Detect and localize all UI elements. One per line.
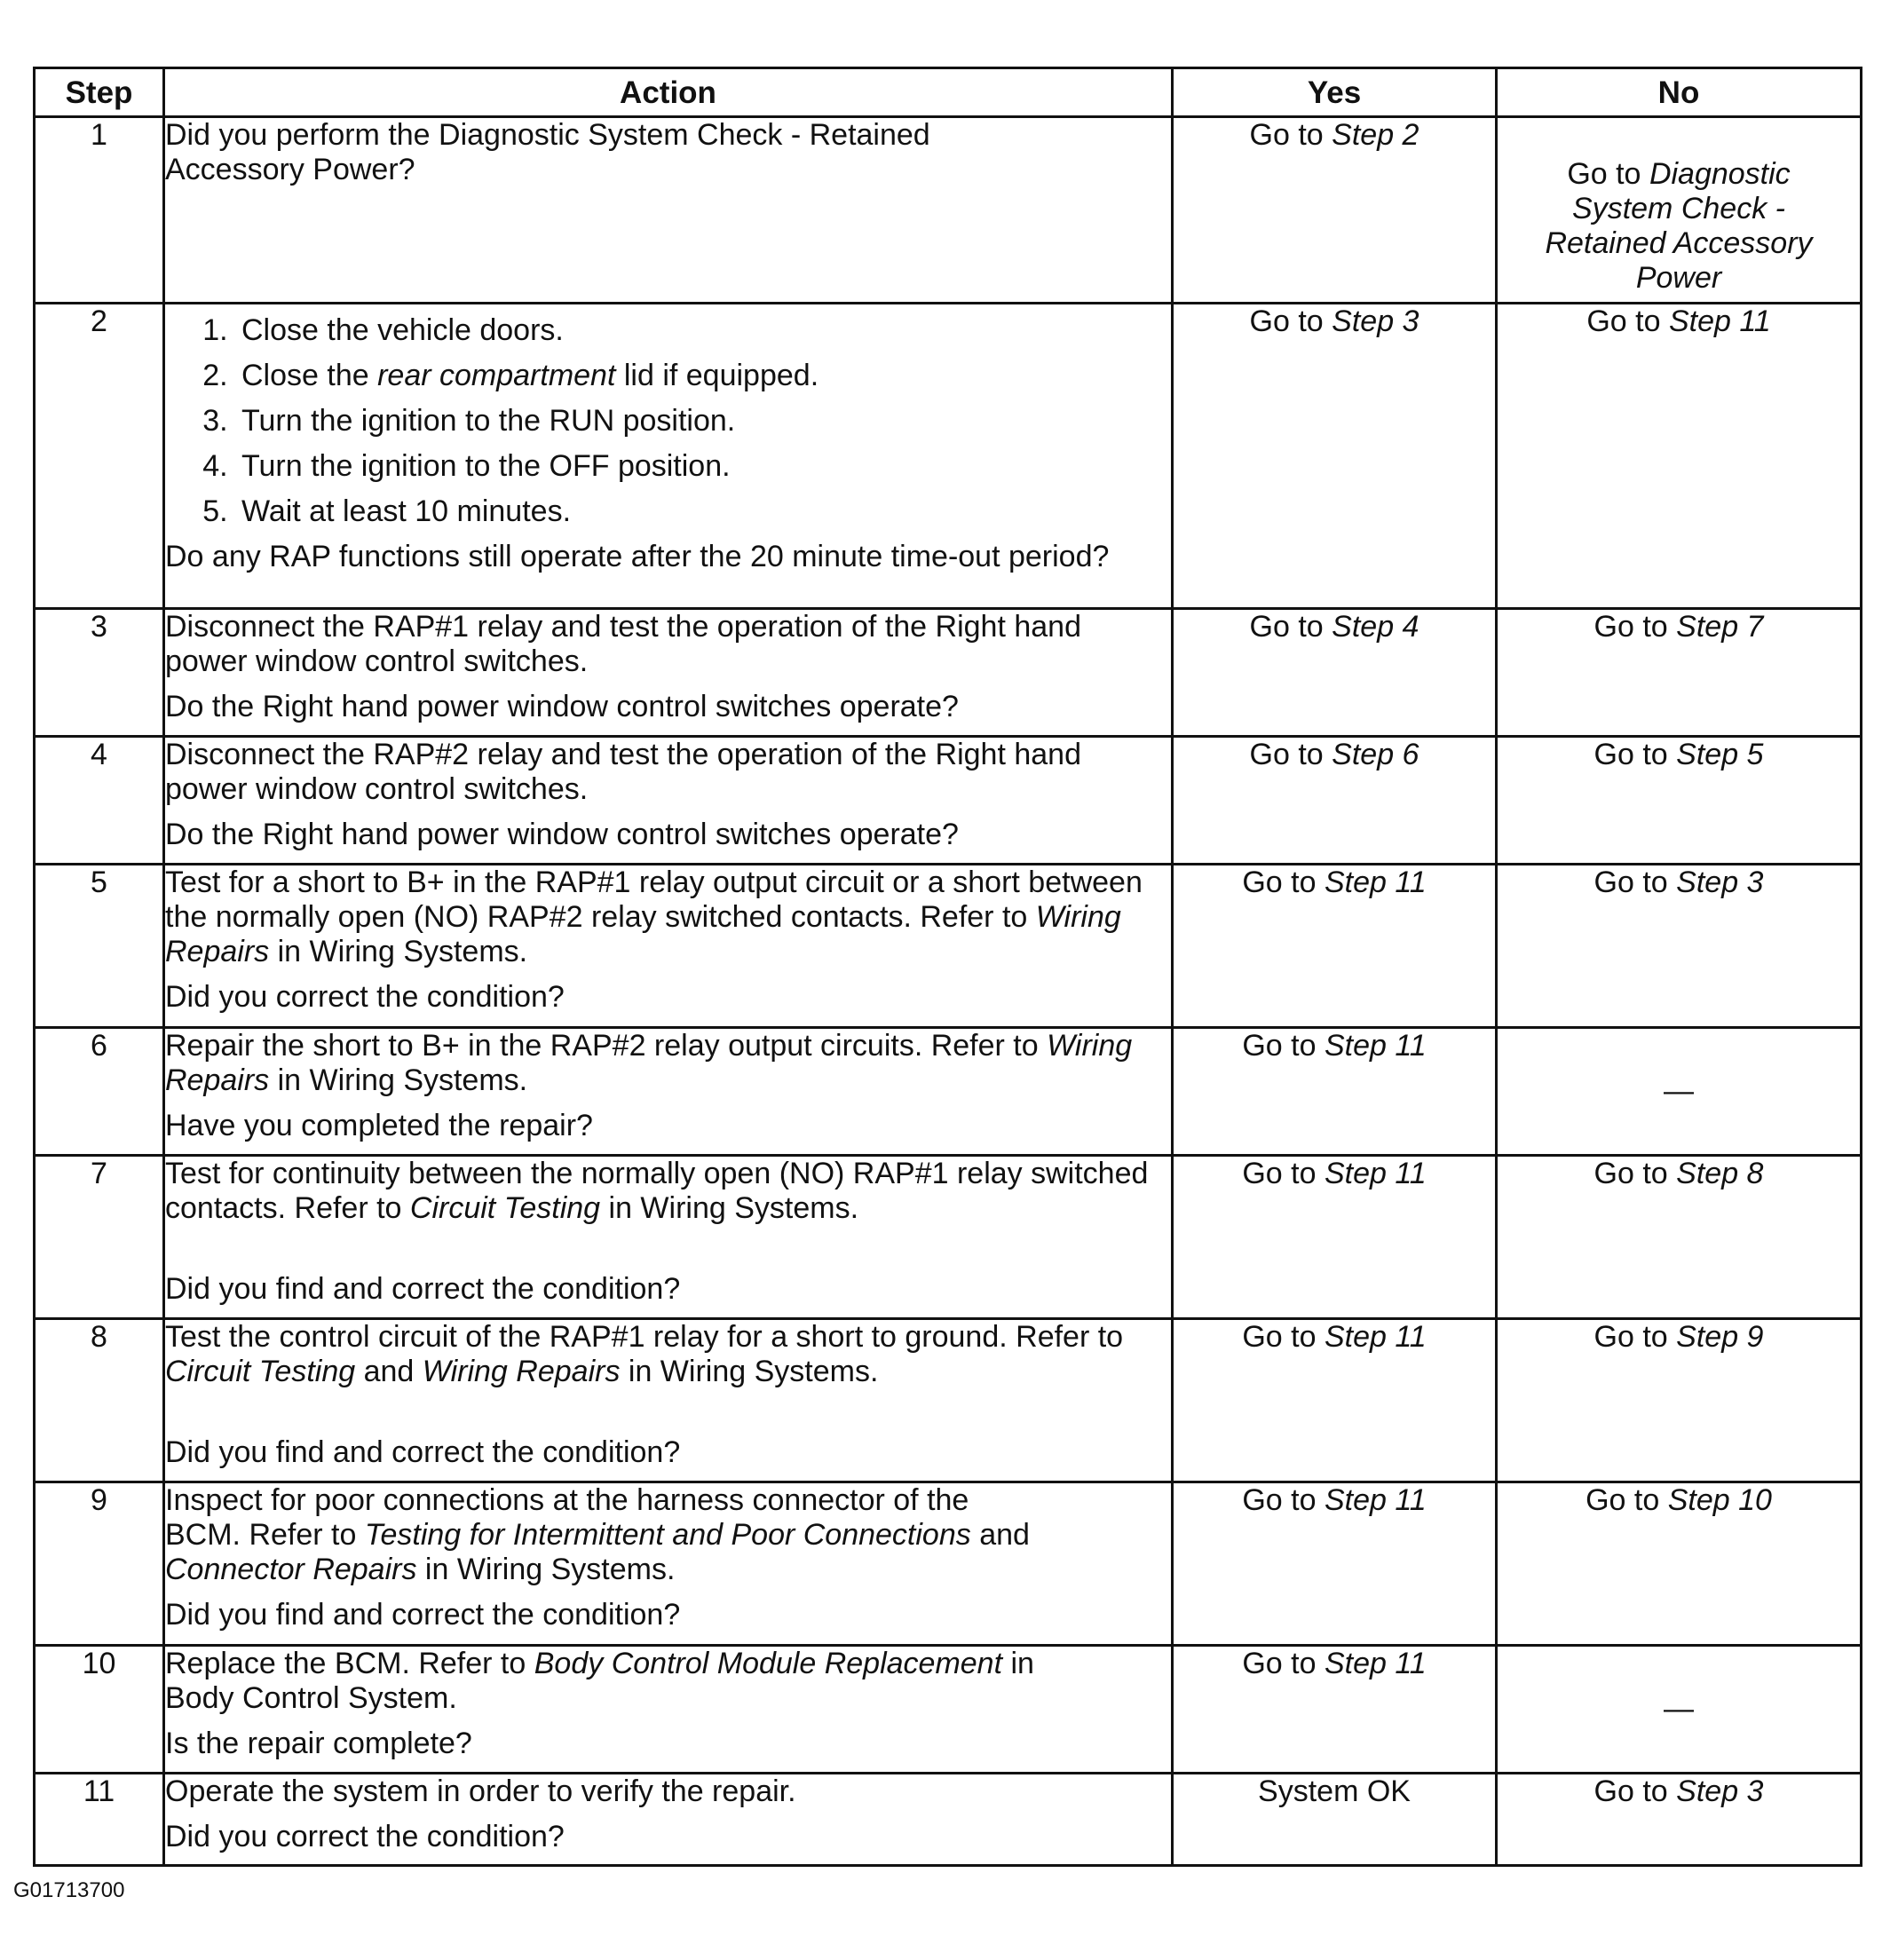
step-link[interactable]: Step 11 [1668, 304, 1771, 338]
yes-cell: Go to Step 6 [1173, 737, 1497, 865]
table-row [35, 1156, 1862, 1319]
action-question: Did you find and correct the condition? [165, 1435, 681, 1469]
not-applicable-dash: — [1664, 1074, 1694, 1108]
step-link[interactable]: Step 11 [1324, 1157, 1427, 1190]
no-cell: Go to Step 3 [1497, 1774, 1862, 1866]
table-row [35, 1774, 1862, 1866]
action-question: Do the Right hand power window control switches operate? [165, 818, 959, 851]
wiring-repairs-link[interactable]: Wiring Repairs [165, 1029, 1133, 1097]
step-link[interactable]: Step 3 [1676, 1774, 1764, 1808]
action-cell [164, 865, 1173, 1028]
table-row [35, 1646, 1862, 1774]
yes-cell: Go to Step 11 [1173, 1646, 1497, 1774]
step-link[interactable]: Step 11 [1324, 1320, 1427, 1354]
yes-cell: Go to Step 11 [1173, 1028, 1497, 1156]
step-link[interactable]: Step 6 [1332, 738, 1419, 771]
wiring-repairs-link[interactable]: Wiring Repairs [422, 1355, 621, 1388]
no-cell [1497, 117, 1862, 304]
step-link[interactable]: Step 7 [1676, 610, 1764, 644]
step-number: 2 [35, 304, 164, 609]
action-question: Did you correct the condition? [165, 1820, 565, 1853]
table-row [35, 865, 1862, 1028]
yes-cell: Go to Step 11 [1173, 865, 1497, 1028]
yes-cell: Go to Step 11 [1173, 1319, 1497, 1482]
table-row [35, 1028, 1862, 1156]
procedure-item: 1. Close the vehicle doors. [236, 313, 1171, 348]
procedure-item: 4. Turn the ignition to the OFF position. [236, 449, 1171, 484]
procedure-list [165, 313, 1171, 529]
action-text: Test for a short to B+ in the RAP#1 relay output circuit or a short between the normally open (NO) RAP#2 relay switched contacts. Refer to Wiring Repairs in Wiring Systems. [165, 865, 1143, 968]
table-header-row [35, 68, 1862, 117]
header-step: Step [35, 68, 164, 117]
table-row [35, 117, 1862, 304]
action-text: Test for continuity between the normally open (NO) RAP#1 relay switched contacts. Refer to Circuit Testing in Wiring Systems. [165, 1157, 1149, 1225]
step-link[interactable]: Step 10 [1667, 1483, 1772, 1517]
step-link[interactable]: Step 5 [1676, 738, 1764, 771]
action-cell [164, 1482, 1173, 1646]
action-text: Operate the system in order to verify the repair. [165, 1774, 796, 1808]
yes-cell [1173, 1774, 1497, 1866]
yes-cell: Go to Step 11 [1173, 1156, 1497, 1319]
action-text: Repair the short to B+ in the RAP#2 relay output circuits. Refer to Wiring Repairs in Wiring Systems. [165, 1029, 1133, 1097]
yes-cell [1173, 117, 1497, 304]
not-applicable-dash: — [1664, 1692, 1694, 1726]
step-link[interactable]: Step 2 [1332, 118, 1419, 152]
intermittent-connections-link[interactable]: Testing for Intermittent and Poor Connections [364, 1518, 971, 1552]
step-link[interactable]: Step 9 [1676, 1320, 1764, 1354]
step-link[interactable]: Step 11 [1324, 865, 1427, 899]
action-text: Disconnect the RAP#1 relay and test the operation of the Right hand power window control switches. [165, 610, 1081, 678]
action-cell [164, 609, 1173, 737]
action-text: Disconnect the RAP#2 relay and test the operation of the Right hand power window control switches. [165, 738, 1081, 806]
step-number: 9 [35, 1482, 164, 1646]
header-yes: Yes [1173, 68, 1497, 117]
action-question: Did you find and correct the condition? [165, 1272, 681, 1306]
no-cell: Go to Step 8 [1497, 1156, 1862, 1319]
action-text: Test the control circuit of the RAP#1 relay for a short to ground. Refer to Circuit Testing and Wiring Repairs in Wiring Systems. [165, 1320, 1124, 1388]
header-no: No [1497, 68, 1862, 117]
procedure-link[interactable]: Diagnostic System Check - Retained Accessory Power [1545, 157, 1813, 295]
action-question: Did you correct the condition? [165, 980, 565, 1014]
yes-cell: Go to Step 11 [1173, 1482, 1497, 1646]
step-link[interactable]: Step 11 [1324, 1029, 1427, 1063]
table-row [35, 304, 1862, 609]
step-number: 1 [35, 117, 164, 304]
step-number: 5 [35, 865, 164, 1028]
action-cell [164, 1646, 1173, 1774]
action-question: Have you completed the repair? [165, 1109, 593, 1142]
yes-cell: Go to Step 4 [1173, 609, 1497, 737]
action-question: Did you perform the Diagnostic System Check - Retained Accessory Power? [165, 118, 930, 186]
table-row [35, 609, 1862, 737]
goto-text: Go to [1249, 118, 1324, 152]
header-action: Action [164, 68, 1173, 117]
step-link[interactable]: Step 3 [1332, 304, 1419, 338]
step-number: 8 [35, 1319, 164, 1482]
action-text: Replace the BCM. Refer to Body Control Module Replacement in Body Control System. [165, 1647, 1034, 1715]
table-row [35, 1482, 1862, 1646]
no-cell [1497, 1646, 1862, 1774]
action-text: Inspect for poor connections at the harness connector of the BCM. Refer to Testing for Intermittent and Poor Connections and Connector Repairs in Wiring Systems. [165, 1483, 1030, 1586]
action-question: Did you find and correct the condition? [165, 1598, 681, 1632]
action-cell [164, 1319, 1173, 1482]
action-cell [164, 1156, 1173, 1319]
action-question: Do the Right hand power window control switches operate? [165, 690, 959, 723]
no-cell: Go to Step 3 [1497, 865, 1862, 1028]
no-cell: Go to Step 11 [1497, 304, 1862, 609]
step-number: 6 [35, 1028, 164, 1156]
no-cell: Go to Step 5 [1497, 737, 1862, 865]
action-cell [164, 737, 1173, 865]
step-link[interactable]: Step 3 [1676, 865, 1764, 899]
system-ok-text: System OK [1258, 1774, 1411, 1808]
step-number: 10 [35, 1646, 164, 1774]
diagnostic-table [33, 67, 1862, 1867]
action-question: Is the repair complete? [165, 1727, 472, 1760]
circuit-testing-link[interactable]: Circuit Testing [165, 1355, 356, 1388]
step-number: 4 [35, 737, 164, 865]
bcm-replacement-link[interactable]: Body Control Module Replacement [534, 1647, 1003, 1680]
action-cell [164, 1774, 1173, 1866]
step-link[interactable]: Step 8 [1676, 1157, 1764, 1190]
step-link[interactable]: Step 11 [1324, 1647, 1427, 1680]
wiring-repairs-link[interactable]: Wiring Repairs [165, 900, 1121, 968]
no-cell: Go to Step 9 [1497, 1319, 1862, 1482]
procedure-item: 5. Wait at least 10 minutes. [236, 494, 1171, 529]
no-cell: Go to Step 7 [1497, 609, 1862, 737]
step-number: 11 [35, 1774, 164, 1866]
step-number: 7 [35, 1156, 164, 1319]
table-row [35, 1319, 1862, 1482]
no-cell [1497, 1028, 1862, 1156]
action-cell [164, 1028, 1173, 1156]
table-row [35, 737, 1862, 865]
action-cell [164, 304, 1173, 609]
action-cell [164, 117, 1173, 304]
goto-text: Go to [1567, 157, 1641, 191]
yes-cell: Go to Step 3 [1173, 304, 1497, 609]
step-number: 3 [35, 609, 164, 737]
circuit-testing-link[interactable]: Circuit Testing [409, 1191, 601, 1225]
procedure-item: 2. Close the rear compartment lid if equipped. [236, 359, 1171, 393]
step-link[interactable]: Step 11 [1324, 1483, 1427, 1517]
action-question: Do any RAP functions still operate after the 20 minute time-out period? [165, 540, 1110, 573]
no-cell: Go to Step 10 [1497, 1482, 1862, 1646]
step-link[interactable]: Step 4 [1332, 610, 1419, 644]
procedure-item: 3. Turn the ignition to the RUN position. [236, 404, 1171, 439]
connector-repairs-link[interactable]: Connector Repairs [165, 1553, 417, 1586]
figure-id: G01713700 [13, 1878, 125, 1902]
